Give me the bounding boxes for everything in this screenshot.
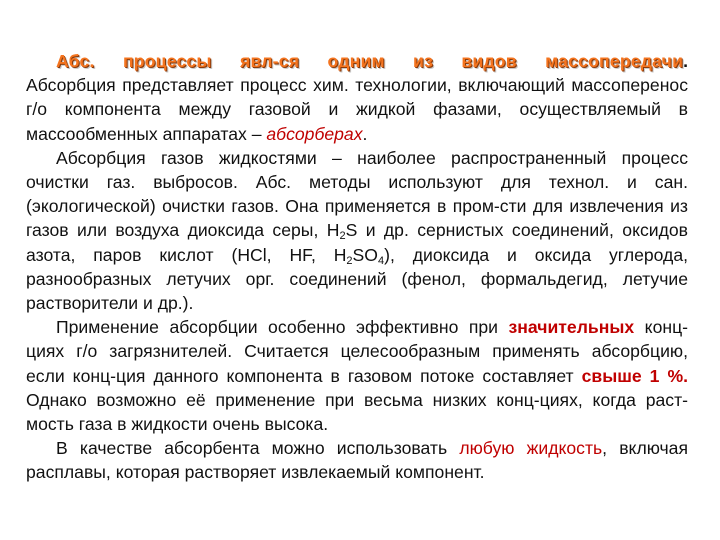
p2-sub3: 4 — [377, 254, 385, 267]
paragraph-2 — [26, 146, 688, 315]
heading-line — [26, 49, 688, 73]
p3-emph2: свыше 1 %. — [581, 365, 689, 386]
paragraph-1 — [26, 49, 688, 146]
p4-a: В качестве абсорбента можно использовать — [56, 438, 448, 459]
p3-c: Однако возможно её применение при весьма низких конц-циях, когда раст-мость газа в жидкости очень высока. — [26, 389, 688, 435]
p1-emph: абсорберах — [266, 123, 363, 144]
p3-b: конц-циях г/о загрязнителей. Считается целесообразным применять абсорбцию, если конц-ция данного компонента в газовом потоке составляет — [26, 317, 689, 386]
p2-a: Абсорбция газов жидкостями – наиболее распространенный процесс очистки газ. выбросов. Абс. методы используют для технол. и сан. (экологической) очистки газов. Она применяется в пром-сти для извлечения из газов или воздуха диоксида серы, H — [26, 147, 688, 241]
paragraph-4 — [26, 436, 688, 484]
heading-text: Абс. процессы явл-ся одним из видов массопередачи — [56, 51, 684, 71]
heading-end: . — [683, 51, 688, 71]
paragraph-3 — [26, 315, 688, 436]
p3-a: Применение абсорбции особенно эффективно при — [56, 317, 499, 338]
p2-sub1: 2 — [339, 230, 346, 243]
p3-emph1: значительных — [508, 317, 635, 338]
p4-b: , включая расплавы, которая растворяет извлекаемый компонент. — [26, 438, 688, 483]
p1-text: Абсорбция представляет процесс хим. технологии, включающий массоперенос г/о компонента между газовой и жидкой фазами, осуществляемый в массообменных аппаратах – — [26, 75, 688, 144]
p2-c: SO — [352, 244, 378, 265]
text-body — [26, 49, 688, 485]
p2-sub2: 2 — [346, 254, 353, 267]
p2-b: S и др. сернистых соединений, оксидов азота, паров кислот (HCl, HF, H — [26, 220, 688, 265]
p2-d: ), диоксида и оксида углерода, разнообразных летучих орг. соединений (фенол, формальдегид, летучие растворители и др.). — [26, 244, 688, 314]
p1-end: . — [362, 123, 368, 144]
p4-emph: любую жидкость — [459, 438, 603, 459]
